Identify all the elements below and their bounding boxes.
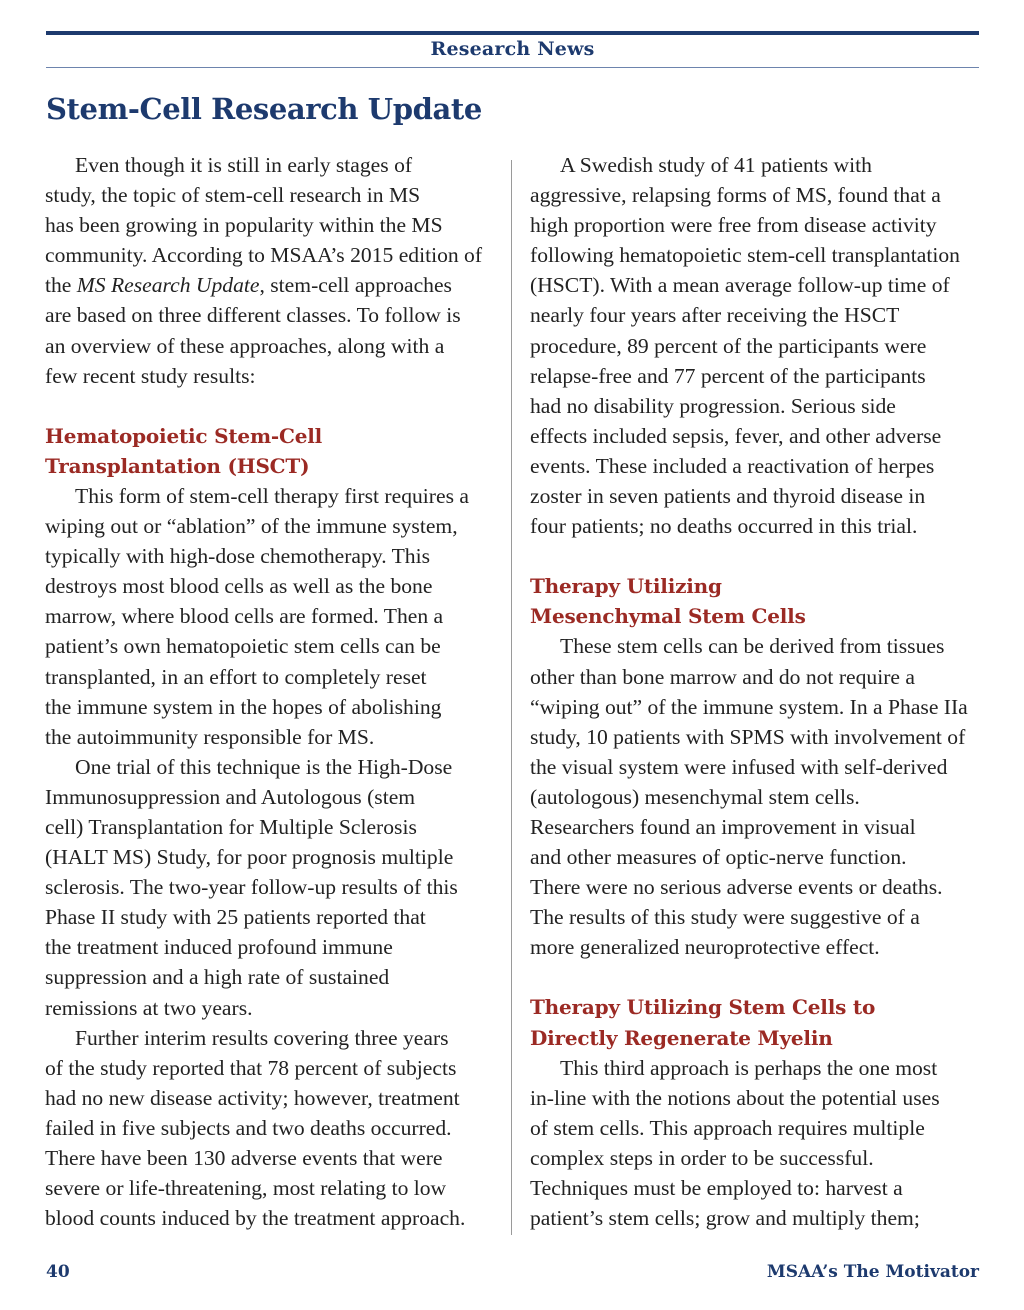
hsct-paragraph-3: Further interim results covering three years of the study reported that 78 percent of subjects had no new disease activity; however, treatment failed in five subjects and two deaths occurred. There have been 130 adverse events that were severe or life-threatening, most relating to low blood counts induced by the treatment approach. — [45, 1025, 466, 1231]
mesenchymal-heading: Therapy Utilizing Mesenchymal Stem Cells — [530, 574, 806, 629]
page-number: 40 — [46, 1262, 70, 1282]
publication-title: MS Research Update — [76, 273, 260, 298]
magazine-title: MSAA’s The Motivator — [766, 1262, 979, 1282]
swedish-study-paragraph: A Swedish study of 41 patients with aggressive, relapsing forms of MS, found that a high proportion were free from disease activity following hematopoietic stem-cell transplantation (HSCT). With a mean average follow-up time of nearly four years after receiving the HSCT procedure, 89 percent of the participants were relapse-free and 77 percent of the participants had no disability progression. Serious side effects included sepsis, fever, and other adverse events. These included a reactivation of herpes zoster in seven patients and thyroid disease in four patients; no deaths occurred in this trial. — [530, 153, 960, 539]
hsct-heading: Hematopoietic Stem-Cell Transplantation (HSCT) — [45, 423, 323, 478]
top-rule — [46, 31, 979, 35]
intro-paragraph: Even though it is still in early stages of study, the topic of stem-cell research in MS has been growing in popularity within the MS community. According to MSAA’s 2015 edition of the MS Research Update, stem-cell approaches are based on three different classes. To follow is an overview of these approaches, along with a few recent study results: — [45, 153, 483, 388]
section-label: Research News — [430, 38, 595, 60]
hsct-paragraph-2: One trial of this technique is the High-Dose Immunosuppression and Autologous (stem cell) Transplantation for Multiple Sclerosis (HALT MS) Study, for poor prognosis multiple sclerosis. The two-year follow-up results of this Phase II study with 25 patients reported that the treatment induced profound immune suppression and a high rate of sustained remissions at two years. — [45, 754, 458, 1020]
article-title: Stem-Cell Research Update — [46, 92, 482, 126]
column-divider — [511, 160, 512, 1235]
myelin-paragraph: This third approach is perhaps the one most in-line with the notions about the potential uses of stem cells. This approach requires multiple complex steps in order to be successful. Techniques must be employed to: harvest a patient’s stem cells; grow and multiply them; — [530, 1055, 940, 1231]
myelin-heading: Therapy Utilizing Stem Cells to Directly Regenerate Myelin — [530, 995, 876, 1050]
left-column — [45, 150, 497, 1233]
hsct-paragraph-1: This form of stem-cell therapy first requires a wiping out or “ablation” of the immune system, typically with high-dose chemotherapy. This destroys most blood cells as well as the bone marrow, where blood cells are formed. Then a patient’s own hematopoietic stem cells can be transplanted, in an effort to completely reset the immune system in the hopes of abolishing the autoimmunity responsible for MS. — [45, 483, 469, 749]
mesenchymal-paragraph: These stem cells can be derived from tissues other than bone marrow and do not require a “wiping out” of the immune system. In a Phase IIa study, 10 patients with SPMS with involvement of the visual system were infused with self-derived (autologous) mesenchymal stem cells. Researchers found an improvement in visual and other measures of optic-nerve function. There were no serious adverse events or deaths. The results of this study were suggestive of a more generalized neuroprotective effect. — [530, 634, 968, 960]
section-rule — [46, 67, 979, 68]
right-column — [530, 150, 982, 1233]
